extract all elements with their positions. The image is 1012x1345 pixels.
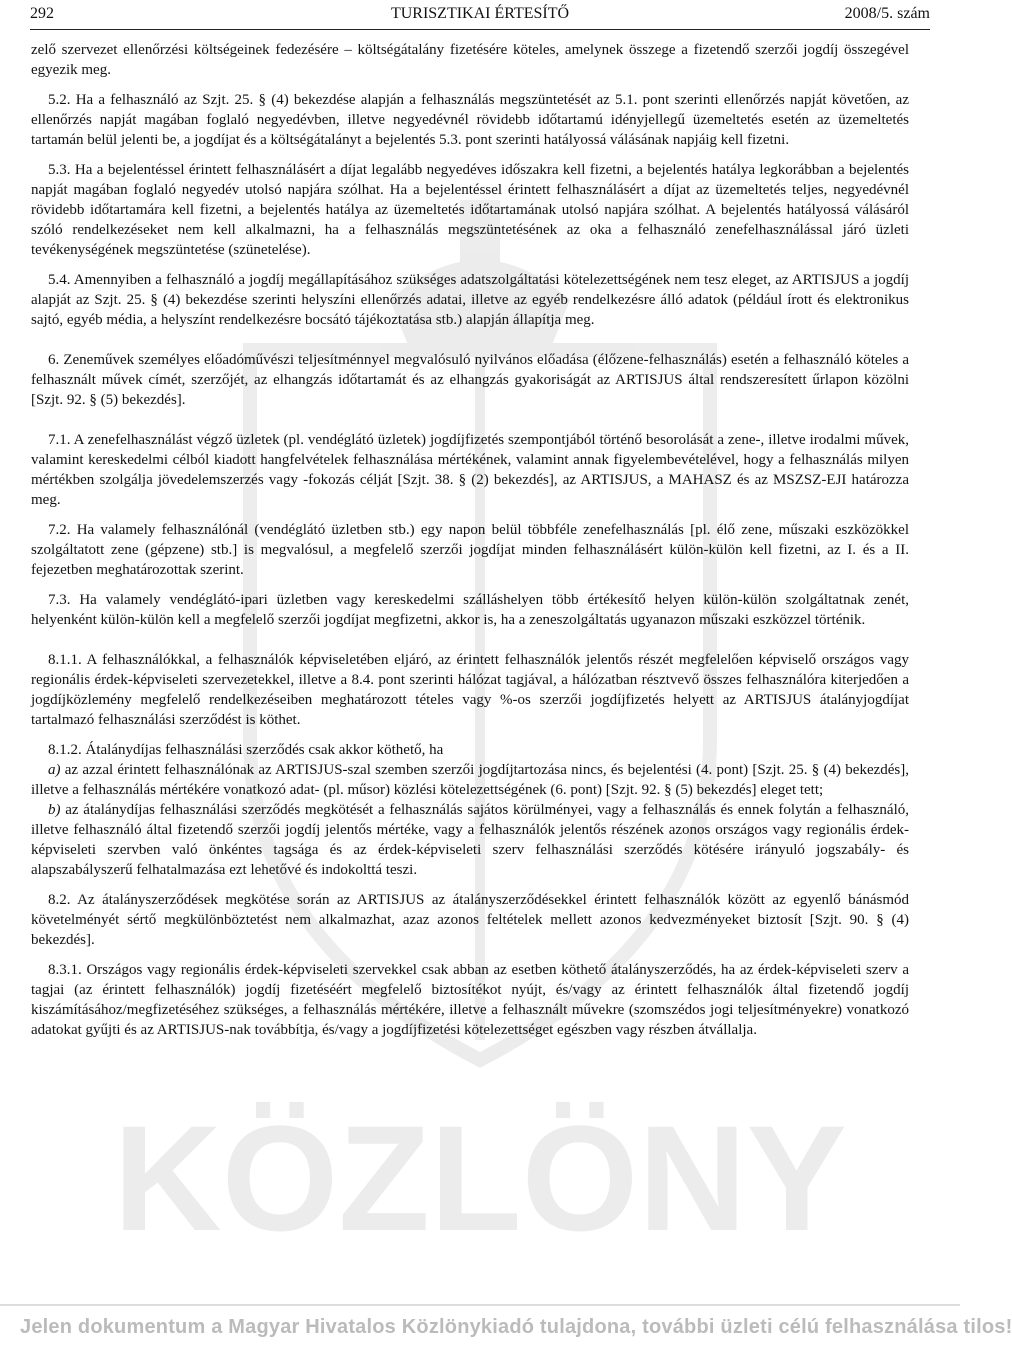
paragraph-8-3-1: 8.3.1. Országos vagy regionális érdek-képviseleti szervekkel csak abban az esetben köthető átalányszerződés, ha az érdek-képviseleti szerv a tagjai (az érintett felhasználók) jogdíj fizetéséért megfelelő biztosítékot nyújt, és/vagy az érintett felhasználók által fizetendő jogdíj kiszámításához/megfizetéséhez szükséges, a felhasználás mértékére, illetve a felhasznált művekre (szomszédos jogi teljesítményekre) vonatkozó adatokat gyűjti és az ARTISJUS-nak továbbítja, és/vagy a jogdíjfizetési kötelezettséget egészben vagy részben átvállalja.: [31, 962, 909, 1038]
list-item-a: [31, 760, 909, 800]
list-item-a-text: az azzal érintett felhasználónak az ARTISJUS-szal szemben szerzői jogdíjtartozása nincs, és bejelentési (4. pont) [Szjt. 25. § (4) bekezdés], illetve a felhasználás mértékére vonatkozó adat- (pl. műsor) közlési kötelezettségének (6. pont) [Szjt. 92. § (5) bekezdés] eleget tett;: [31, 762, 909, 798]
svg-text:KÖZLÖNY: KÖZLÖNY: [113, 1094, 847, 1262]
paragraph-5-2: 5.2. Ha a felhasználó az Szjt. 25. § (4) bekezdése alapján a felhasználás megszüntetését az 5.1. pont szerinti ellenőrzés napját követően, az ellenőrzés napját magában foglaló negyedévben, illetve negyedévnél rövidebb időtartamú idényjellegű üzemeltetés esetén az üzemeltetés tartamán belül jelenti be, a jogdíjat és a költségátalányt a bejelentés 5.3. pont szerinti hatályossá válásának napjáig kell fizetni.: [31, 92, 909, 148]
paragraph-6: 6. Zeneművek személyes előadóművészi teljesítménnyel megvalósuló nyilvános előadása (élőzene-felhasználás) esetén a felhasználó köteles a felhasznált művek címét, szerzőjét, az elhangzás időtartamát és az elhangzás gyakoriságát az ARTISJUS által rendszeresített űrlapon közölni [Szjt. 92. § (5) bekezdés].: [31, 352, 909, 408]
journal-title: TURISZTIKAI ÉRTESÍTŐ: [390, 5, 570, 22]
paragraph-7-2: 7.2. Ha valamely felhasználónál (vendéglátó üzletben stb.) egy napon belül többféle zenefelhasználás [pl. élő zene, műszaki eszközökkel szolgáltatott zene (gépzene) stb.] is megvalósul, a megfelelő szerzői jogdíjat minden felhasználásért külön-külön kell fizetni, az I. és a II. fejezetben meghatározottak szerint.: [31, 522, 909, 578]
paragraph-continued: zelő szervezet ellenőrzési költségeinek fedezésére – költségátalány fizetésére köteles, amelynek összege a fizetendő szerzői jogdíj összegével egyezik meg.: [31, 42, 909, 78]
paragraph-7-3: 7.3. Ha valamely vendéglátó-ipari üzletben vagy kereskedelmi szálláshelyen több értékesítő helyen külön-külön szolgáltatnak zenét, helyenként külön-külön kell a megfelelő szerzői jogdíjat megfizetni, akkor is, ha a zeneszolgáltatás ugyanazon műszaki eszközzel történik.: [31, 592, 909, 628]
paragraph-8-1-2: 8.1.2. Átalánydíjas felhasználási szerződés csak akkor köthető, ha: [48, 742, 444, 758]
paragraph-7-1: 7.1. A zenefelhasználást végző üzletek (pl. vendéglátó üzletek) jogdíjfizetés szempontjából történő besorolását a zene-, illetve irodalmi művek, valamint kereskedelmi célból kiadott hangfelvételek felhasználása mértékének, valamint annak figyelembevételével, hogy a felhasználás milyen mértékben szolgálja jövedelemszerzés vagy -fokozás célját [Szjt. 38. § (2) bekezdés], az ARTISJUS, a MAHASZ és az MSZSZ-EJI határozza meg.: [31, 432, 909, 508]
list-item-b-text: az átalánydíjas felhasználási szerződés megkötését a felhasználás sajátos körülményei, vagy a felhasználás és ennek folytán a felhasználó, illetve felhasználó által fizetendő szerzői jogdíj jelentős mértéke, vagy a felhasználók jelentős részének azonos országos vagy regionális érdek-képviseleti szervben való önkéntes tagsága és az érdek-képviseleti szerv felhasználási szerződés kötésére irányuló jogszabály- és alapszabályszerű felhatalmazása ezt lehetővé és indokolttá teszi.: [31, 802, 910, 878]
paragraph-5-4: 5.4. Amennyiben a felhasználó a jogdíj megállapításához szükséges adatszolgáltatási kötelezettségének nem tesz eleget, az ARTISJUS a jogdíj alapját az Szjt. 25. § (4) bekezdése szerinti helyszíni ellenőrzés adatai, illetve az egyéb rendelkezésre álló adatok (például írott és elektronikus sajtó, egyéb média, a helyszínt rendelkezésre bocsátó tájékoztatása stb.) alapján állapítja meg.: [31, 272, 909, 328]
paragraph-8-1-1: 8.1.1. A felhasználókkal, a felhasználók képviseletében eljáró, az érintett felhasználók jelentős részét megfelelően képviselő országos vagy regionális érdek-képviseleti szervezetekkel, illetve a 8.4. pont szerinti hálózat tagjával, a hálózatban résztvevő összes felhasználóra kiterjedően a jogdíjközlemény megfelelő rendelkezéseiben meghatározott tételes vagy %-os szerzői jogdíjfizetés helyett az ARTISJUS átalányjogdíjat tartalmazó felhasználási szerződést is köthet.: [31, 652, 909, 728]
list-marker-b: b): [48, 802, 61, 818]
page-header: [30, 3, 930, 30]
page-number: 292: [30, 5, 54, 22]
list-item-b: [31, 800, 909, 880]
footer-divider: [0, 1304, 960, 1306]
paragraph-8-2: 8.2. Az átalányszerződések megkötése során az ARTISJUS az átalányszerződésekkel érintett felhasználók között az egyenlő bánásmód követelményét sértő megkülönböztetést nem alkalmazhat, azaz azonos feltételek mellett azonos kedvezményeket biztosít [Szjt. 90. § (4) bekezdés].: [31, 892, 909, 948]
paragraph-5-3: 5.3. Ha a bejelentéssel érintett felhasználásért a díjat legalább negyedéves időszakra kell fizetni, a bejelentés hatálya legkorábban a bejelentés napját magában foglaló negyedév utolsó napjára szólhat. Ha a bejelentéssel érintett felhasználásért a díjat az üzemeltetés teljes, negyedévnél rövidebb időtartamára kell fizetni, a bejelentés hatálya az üzemeltetés időtartamának utolsó napjára szólhat. A bejelentés hatályossá válásáról szóló rendelkezéseket nem kell alkalmazni, ha a felhasználás megszüntetésének az oka a felhasználó zenefelhasználással járó üzleti tevékenységének megszüntetése (szünetelése).: [31, 162, 909, 258]
list-marker-a: a): [48, 762, 61, 778]
document-body: [31, 40, 909, 1040]
issue-number: 2008/5. szám: [844, 5, 930, 22]
ownership-notice: Jelen dokumentum a Magyar Hivatalos Közlönykiadó tulajdona, további üzleti célú felhasználása tilos!: [20, 1316, 1012, 1338]
